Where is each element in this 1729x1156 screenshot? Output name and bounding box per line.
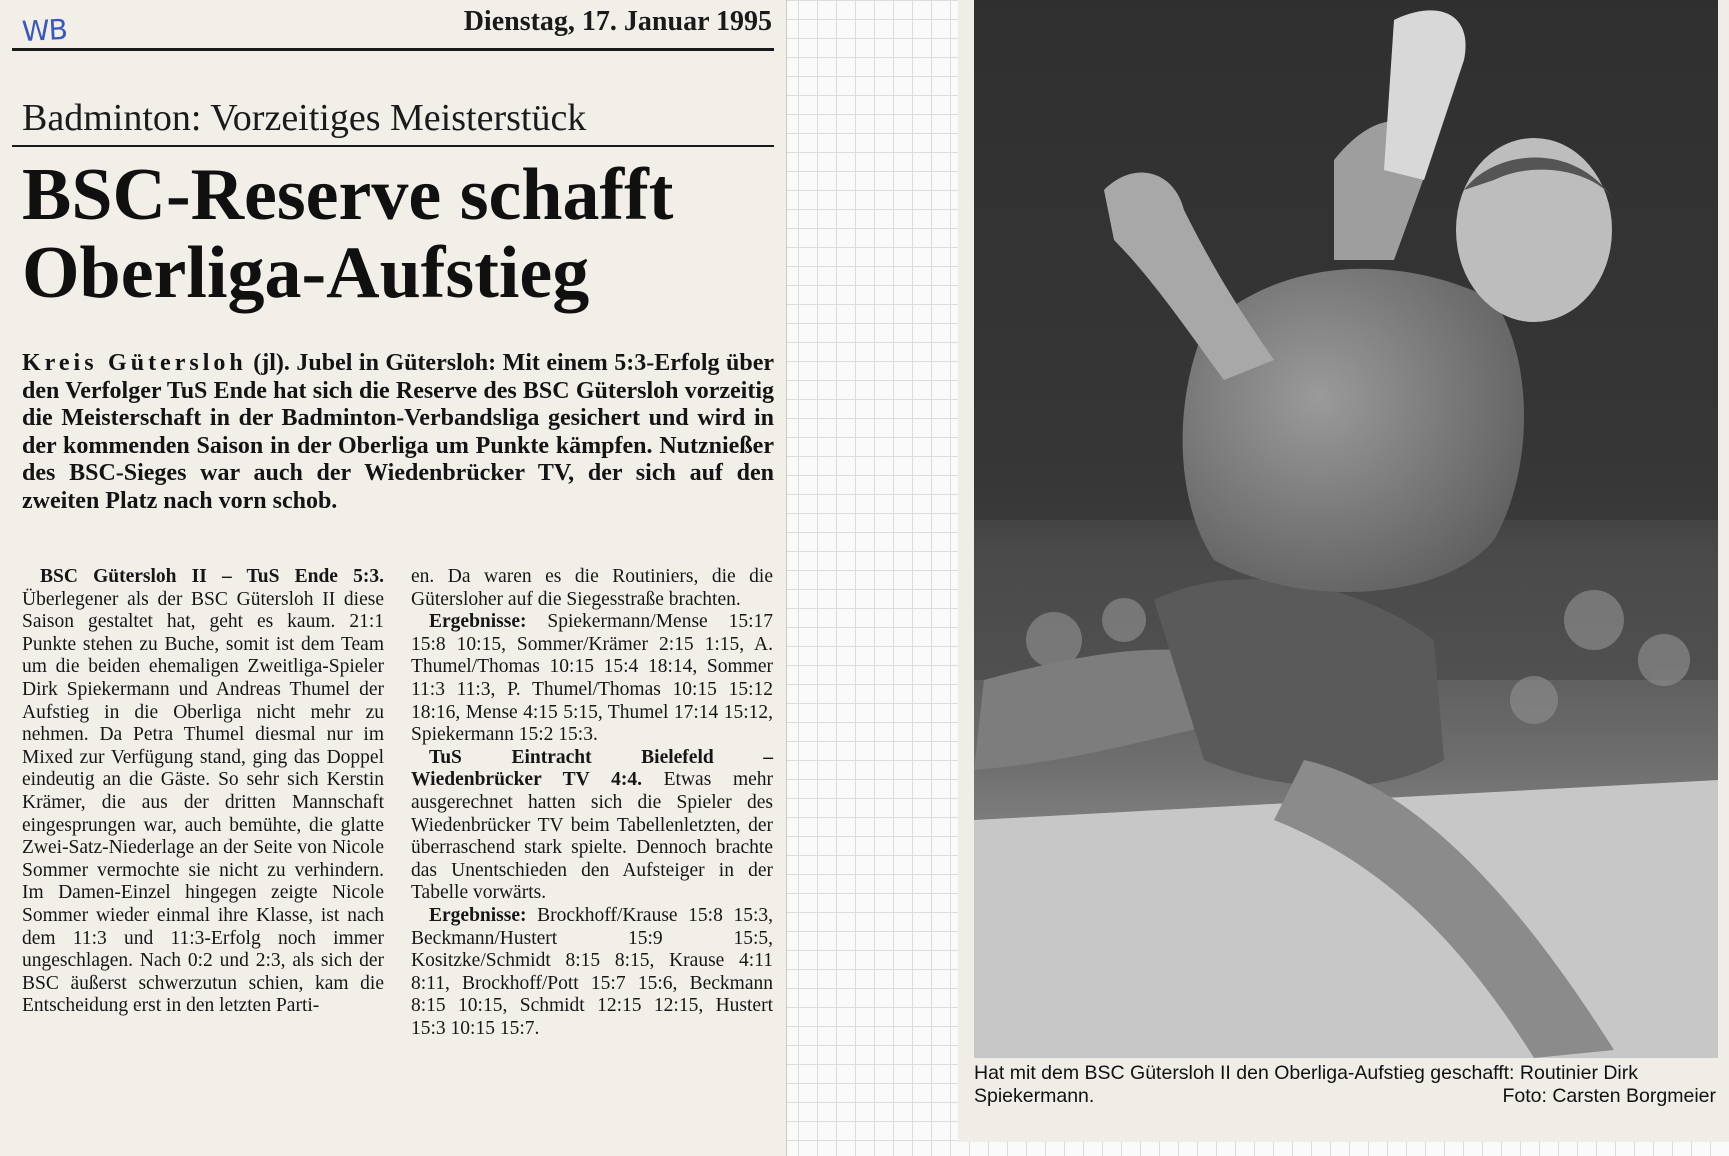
photo-caption <box>974 1062 1718 1108</box>
column-2-text: Etwas mehr ausgerechnet hatten sich die Spieler des Wiedenbrücker TV beim Tabellenletzten, der überraschend stark spielte. Dennoch brachte das Unentschieden den Aufsteiger in der Tabelle vorwärts. <box>411 769 774 904</box>
results-label-1: Ergebnisse: <box>429 611 527 633</box>
caption-text: Hat mit dem BSC Gütersloh II den Oberliga-Aufstieg geschafft: Routinier Dirk Spiekermann. <box>974 1062 1639 1107</box>
lead-place: Kreis Gütersloh <box>22 350 247 376</box>
photo-credit: Foto: Carsten Borgmeier <box>1502 1085 1716 1107</box>
column-1-text: Überlegener als der BSC Gütersloh II diese Saison gestaltet hat, geht es kaum. 21:1 Punkte stehen zu Buche, somit ist dem Team um die beiden ehemaligen Zweitliga-Spieler Dirk Spiekermann und Andreas Thumel der Aufstieg in die Oberliga nicht mehr zu nehmen. Da Petra Thumel diesmal nur im Mixed zur Verfügung stand, ging das Doppel eindeutig an die Gäste. So sehr sich Kerstin Krämer, die aus der dritten Mannschaft eingesprungen war, auch bemühte, die glatte Zwei-Satz-Niederlage an der Seite von Nicole Sommer vermochte sie nicht zu verhindern. Im Damen-Einzel hingegen zeigte Nicole Sommer wieder einmal ihre Klasse, ist nach dem 11:3 und 11:3-Erfolg noch immer ungeschlagen. Nach 0:2 und 2:3, als sich der BSC äußerst schwerzutun schien, kam die Entscheidung erst in den letzten Parti- <box>22 588 384 1017</box>
article-clipping <box>0 0 786 1156</box>
results-label-2: Ergebnisse: <box>429 904 527 926</box>
kicker: Badminton: Vorzeitiges Meisterstück <box>22 97 587 139</box>
body-column-1 <box>22 566 384 1018</box>
kicker-rule <box>12 145 774 147</box>
headline-line-1: BSC-Reserve schafft <box>22 154 674 236</box>
results-1: Spiekermann/Mense 15:17 15:8 10:15, Sommer/Krämer 2:15 1:15, A. Thumel/Thomas 10:15 15:4 18:14, Sommer 11:3 11:3, P. Thumel/Thomas 10:15 15:12 18:16, Mense 4:15 5:15, Thumel 17:14 15:12, Spiekermann 15:2 15:3. <box>411 611 773 746</box>
match-heading-1: BSC Gütersloh II – TuS Ende 5:3. <box>40 566 384 587</box>
photo-illustration <box>974 0 1718 1058</box>
badminton-player-photo <box>974 0 1718 1058</box>
headline <box>22 156 782 312</box>
lead-text: (jl). Jubel in Gütersloh: Mit einem 5:3-Erfolg über den Verfolger TuS Ende hat sich die Reserve des BSC Gütersloh vorzeitig die Meisterschaft in der Badminton-Verbandsliga gesichert und wird in der kommenden Saison in der Oberliga um Punkte kämpfen. Nutznießer des BSC-Sieges war auch der Wiedenbrücker TV, der sich auf den zweiten Platz nach vorn schob. <box>22 350 775 514</box>
photo-clipping <box>958 0 1729 1142</box>
match-heading-2: TuS Eintracht Bielefeld – Wiedenbrücker TV 4:4. <box>411 746 773 791</box>
body-column-2 <box>411 566 773 1040</box>
results-2: Brockhoff/Krause 15:8 15:3, Beckmann/Hustert 15:9 15:5, Kositzke/Schmidt 8:15 8:15, Krause 4:11 8:11, Brockhoff/Pott 15:7 15:6, Beckmann 8:15 10:15, Schmidt 12:15 12:15, Hustert 15:3 10:15 15:7. <box>411 904 773 1039</box>
lead-paragraph <box>22 350 774 516</box>
column-2-continuation: en. Da waren es die Routiniers, die die Gütersloher auf die Siegesstraße brachten. <box>411 566 773 610</box>
handwritten-mark: WB <box>21 12 68 49</box>
headline-line-2: Oberliga-Aufstieg <box>22 232 590 314</box>
top-rule <box>12 48 774 51</box>
dateline: Dienstag, 17. Januar 1995 <box>463 6 772 37</box>
